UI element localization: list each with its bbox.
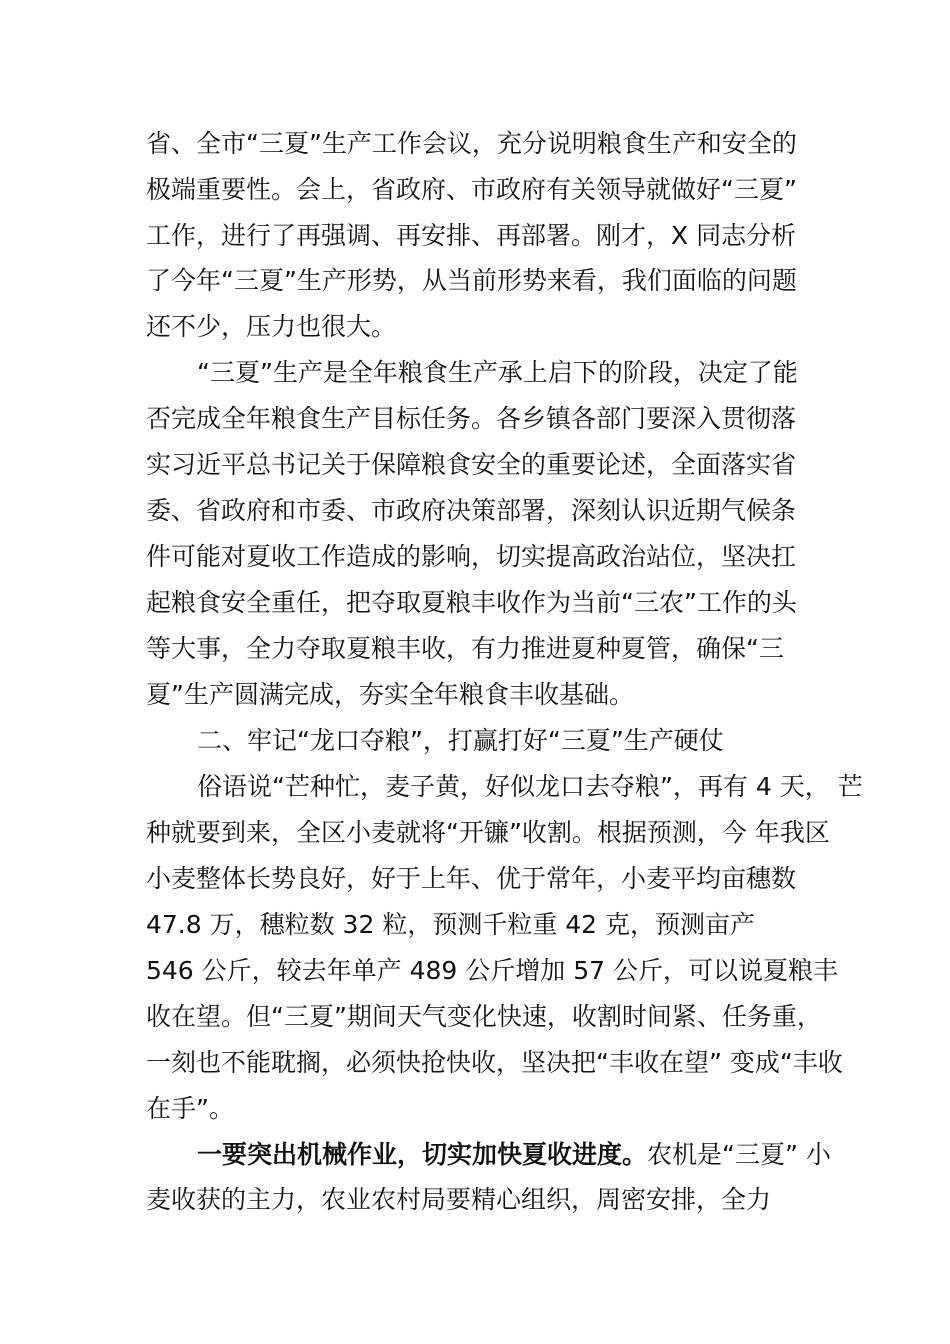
text-line: 省、全市“三夏”生产工作会议，充分说明粮食生产和安全的: [146, 129, 797, 158]
text-line: 夏”生产圆满完成，夯实全年粮食丰收基础。: [146, 680, 634, 709]
text-line: 收在望。但“三夏”期间天气变化快速，收割时间紧、任务重，: [146, 1002, 822, 1031]
text-line: 麦收获的主力，农业农村局要精心组织，周密安排，全力: [146, 1185, 772, 1214]
text-line: 546 公斤，较去年单产 489 公斤增加 57 公斤，可以说夏粮丰: [146, 956, 838, 985]
bold-lead-sentence: 一要突出机械作业，切实加快夏收进度。: [197, 1140, 648, 1169]
text-line: 47.8 万，穗粒数 32 粒，预测千粒重 42 克，预测亩产: [146, 910, 756, 939]
text-line: 种就要到来，全区小麦就将“开镰”收割。根据预测，今 年我区: [146, 818, 830, 847]
text-line: 工作，进行了再强调、再安排、再部署。刚才，X 同志分析: [146, 221, 797, 250]
text-line: [197, 1139, 831, 1171]
section-heading: 二、牢记“龙口夺粮”，打赢打好“三夏”生产硬仗: [197, 726, 724, 755]
text-span: 农机是“三夏” 小: [647, 1140, 831, 1169]
text-line: 件可能对夏收工作造成的影响，切实提高政治站位，坚决扛: [146, 542, 797, 571]
text-line: 等大事，全力夺取夏粮丰收，有力推进夏种夏管，确保“三: [146, 634, 784, 663]
text-line: 否完成全年粮食生产目标任务。各乡镇各部门要深入贯彻落: [146, 404, 797, 433]
text-line: 委、省政府和市委、市政府决策部署，深刻认识近期气候条: [146, 496, 797, 525]
text-line: 起粮食安全重任，把夺取夏粮丰收作为当前“三农”工作的头: [146, 588, 797, 617]
text-line: 了今年“三夏”生产形势，从当前形势来看，我们面临的问题: [146, 266, 797, 295]
text-line: 还不少，压力也很大。: [146, 312, 397, 341]
text-line: 在手”。: [146, 1094, 234, 1123]
text-line: 俗语说“芒种忙，麦子黄，好似龙口去夺粮”，再有 4 天， 芒: [197, 772, 863, 801]
text-line: 实习近平总书记关于保障粮食安全的重要论述，全面落实省: [146, 450, 797, 479]
text-line: 极端重要性。会上，省政府、市政府有关领导就做好“三夏”: [146, 175, 797, 204]
text-line: “三夏”生产是全年粮食生产承上启下的阶段，决定了能: [197, 358, 798, 387]
text-line: 一刻也不能耽搁，必须快抢快收，坚决把“丰收在望” 变成“丰收: [146, 1048, 843, 1077]
text-line: 小麦整体长势良好，好于上年、优于常年，小麦平均亩穗数: [146, 864, 797, 893]
